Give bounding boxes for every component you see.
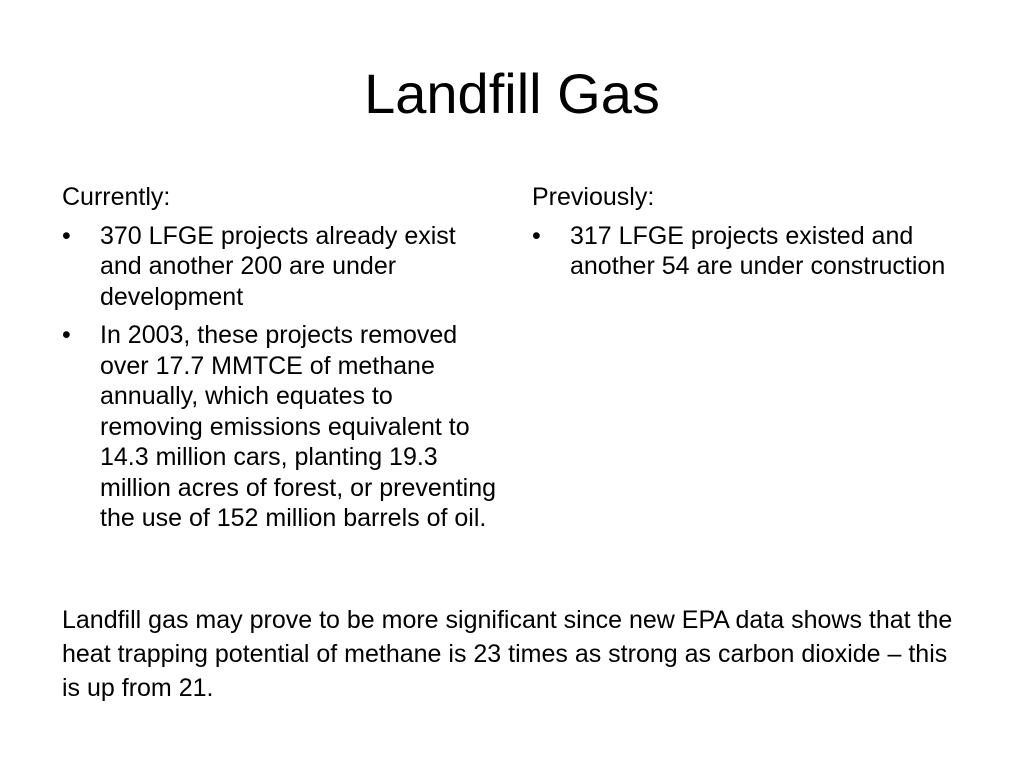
previously-bullet-list	[532, 221, 972, 282]
bullet-icon: •	[62, 221, 71, 250]
bullet-item	[62, 221, 502, 313]
bullet-icon: •	[62, 321, 71, 349]
bullet-item	[532, 221, 972, 282]
bullet-text: In 2003, these projects removed over 17.7 MMTCE of methane annually, which equates to removing emissions equivalent to 14.3 million cars, planting 19.3 million acres of forest, or preventing the use of 152 million barrels of oil.	[100, 321, 497, 532]
currently-column	[62, 182, 502, 542]
previously-heading: Previously:	[532, 183, 655, 211]
bullet-text: 317 LFGE projects existed and another 54 are under construction	[570, 221, 946, 280]
previously-column	[532, 182, 972, 290]
bullet-text: 370 LFGE projects already exist and another 200 are under development	[100, 221, 456, 311]
bullet-icon: •	[532, 221, 541, 250]
slide-title: Landfill Gas	[364, 62, 660, 125]
bullet-item	[62, 320, 502, 534]
currently-bullet-list	[62, 221, 502, 534]
summary-paragraph: Landfill gas may prove to be more significant since new EPA data shows that the heat trapping potential of methane is 23 times as strong as carbon dioxide – this is up from 21.	[62, 606, 953, 702]
currently-heading: Currently:	[62, 183, 171, 211]
